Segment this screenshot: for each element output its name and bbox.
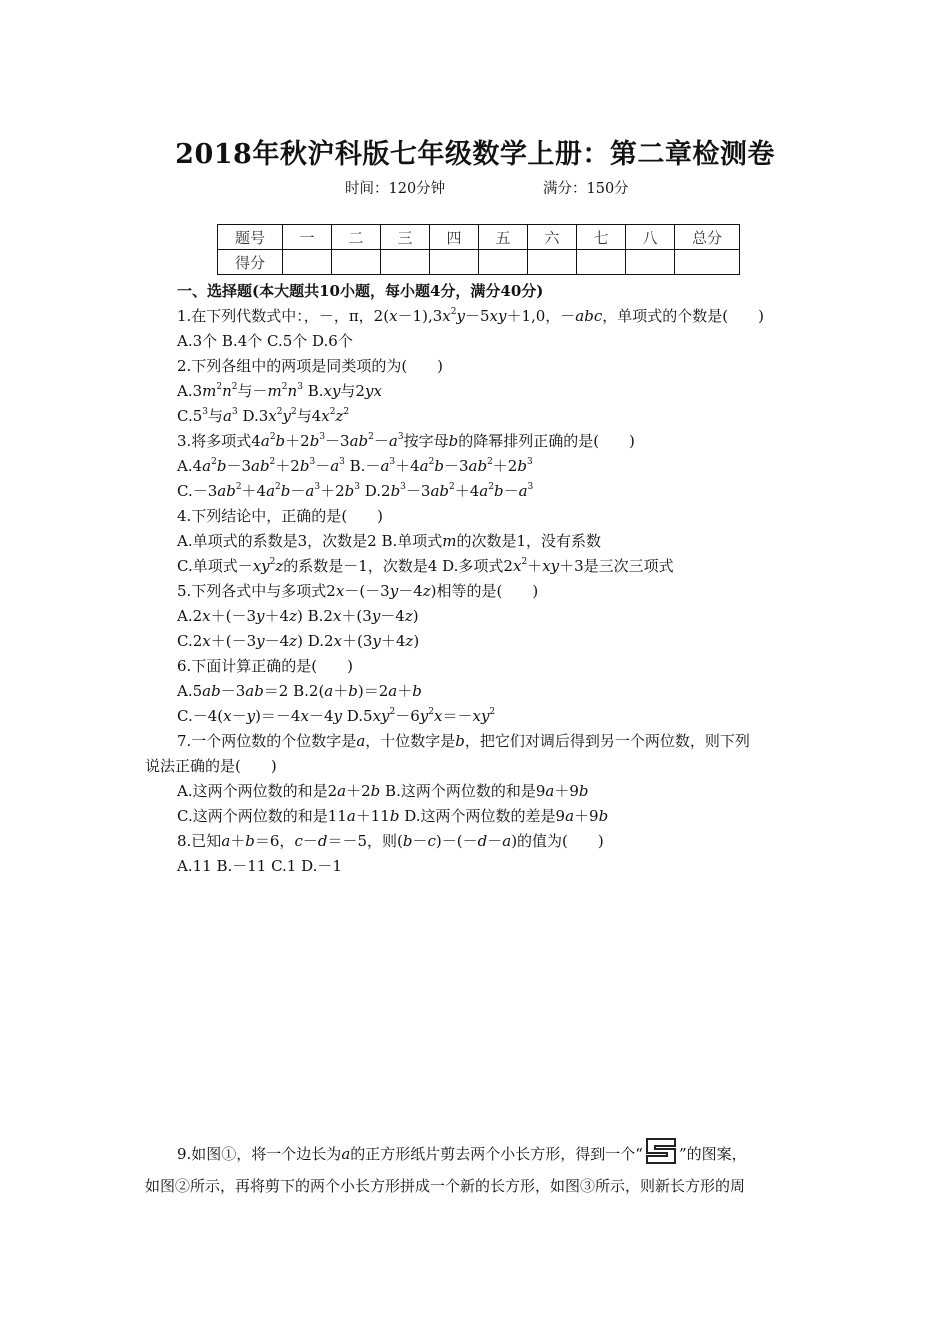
- question-7-options-ab: A.这两个两位数的和是2a＋2b B.这两个两位数的和是9a＋9b: [177, 782, 589, 800]
- table-cell: 三: [381, 225, 430, 250]
- question-1: 1.在下列代数式中：，－，π，$2(x-1),3x^2y-5xy+1,0$，－abc，单项式的个数是( ): [177, 307, 764, 325]
- question-7: 7.一个两位数的个位数字是a，十位数字是b，把它们对调后得到另一个两位数，则下列: [177, 732, 750, 750]
- score-field[interactable]: [283, 250, 332, 275]
- score-field[interactable]: [381, 250, 430, 275]
- question-5: 5.下列各式中与多项式2x－(－3y－4z)相等的是( ): [177, 582, 539, 600]
- score-field[interactable]: [430, 250, 479, 275]
- score-field[interactable]: [528, 250, 577, 275]
- question-6-options-cd: C.－4(x－y)＝－4x－4y $D.5xy^2-6y^2x=-xy^2$: [177, 707, 496, 725]
- table-cell: 八: [626, 225, 675, 250]
- page-title: 2018年秋沪科版七年级数学上册：第二章检测卷: [175, 139, 775, 170]
- table-cell: 四: [430, 225, 479, 250]
- table-cell: 得分: [218, 250, 283, 275]
- table-cell: 七: [577, 225, 626, 250]
- table-row-header: [218, 225, 740, 250]
- table-cell: 五: [479, 225, 528, 250]
- question-4-options-ab: A.单项式的系数是3，次数是2 B.单项式m的次数是1，没有系数: [177, 532, 602, 550]
- score-field[interactable]: [577, 250, 626, 275]
- question-2: 2.下列各组中的两项是同类项的为( ): [177, 357, 444, 375]
- table-cell: 一: [283, 225, 332, 250]
- question-2-options-cd: $C.5^3$与$a^3$ $D.3x^2y^2$与$4x^2z^2$: [177, 407, 350, 425]
- question-5-options-ab: A.2x＋(－3y＋4z) B.2x＋(3y－4z): [177, 607, 419, 625]
- s-shape-icon: [645, 1137, 677, 1165]
- section-heading: 一、选择题(本大题共10小题，每小题4分，满分40分): [177, 282, 544, 300]
- question-6: 6.下面计算正确的是( ): [177, 657, 354, 675]
- question-8: 8.已知a＋b＝6，c－d＝－5，则(b－c)－(－d－a)的值为( ): [177, 832, 604, 850]
- score-field[interactable]: [626, 250, 675, 275]
- question-9: 9.如图①，将一个边长为a的正方形纸片剪去两个小长方形，得到一个“ ”的图案， 如图②所示，再将剪下的两个小长方形拼成一个新的长方形，如图③所示，则新长方形的周: [145, 1137, 810, 1202]
- time-limit: 时间：120分钟: [345, 181, 446, 197]
- question-8-options: A.11 B.－11 C.1 D.－1: [177, 857, 342, 875]
- table-row-score: [218, 250, 740, 275]
- question-5-options-cd: C.2x＋(－3y－4z) D.2x＋(3y＋4z): [177, 632, 420, 650]
- question-6-options-ab: A.5ab－3ab＝2 B.2(a＋b)＝2a＋b: [177, 682, 422, 700]
- question-3-options-ab: $A.4a^2b-3ab^2+2b^3-a^3$ $B.-a^3+4a^2b-3ab^2+2b^3$: [177, 457, 533, 475]
- table-cell: 六: [528, 225, 577, 250]
- question-4: 4.下列结论中，正确的是( ): [177, 507, 384, 525]
- question-7-cont: 说法正确的是( ): [145, 757, 277, 775]
- score-field[interactable]: [675, 250, 740, 275]
- question-2-options-ab: $A.3m^2n^2$与$-m^2n^3$ B.xy与2yx: [177, 382, 382, 400]
- table-cell: 总分: [675, 225, 740, 250]
- question-7-options-cd: C.这两个两位数的和是11a＋11b D.这两个两位数的差是9a＋9b: [177, 807, 609, 825]
- table-cell: 题号: [218, 225, 283, 250]
- question-1-options: A.3个 B.4个 C.5个 D.6个: [177, 332, 353, 350]
- score-field[interactable]: [479, 250, 528, 275]
- table-cell: 二: [332, 225, 381, 250]
- score-field[interactable]: [332, 250, 381, 275]
- question-3-options-cd: $C.-3ab^2+4a^2b-a^3+2b^3$ $D.2b^3-3ab^2+4a^2b-a^3$: [177, 482, 534, 500]
- question-3: 3.将多项式$4a^2b+2b^3-3ab^2-a^3$按字母b的降幂排列正确的是( ): [177, 432, 635, 450]
- question-4-options-cd: C.单项式$-xy^2z$的系数是－1，次数是4 D.多项式$2x^2+xy+3$是三次三项式: [177, 557, 674, 575]
- full-score: 满分：150分: [543, 181, 629, 197]
- score-table: [217, 224, 740, 275]
